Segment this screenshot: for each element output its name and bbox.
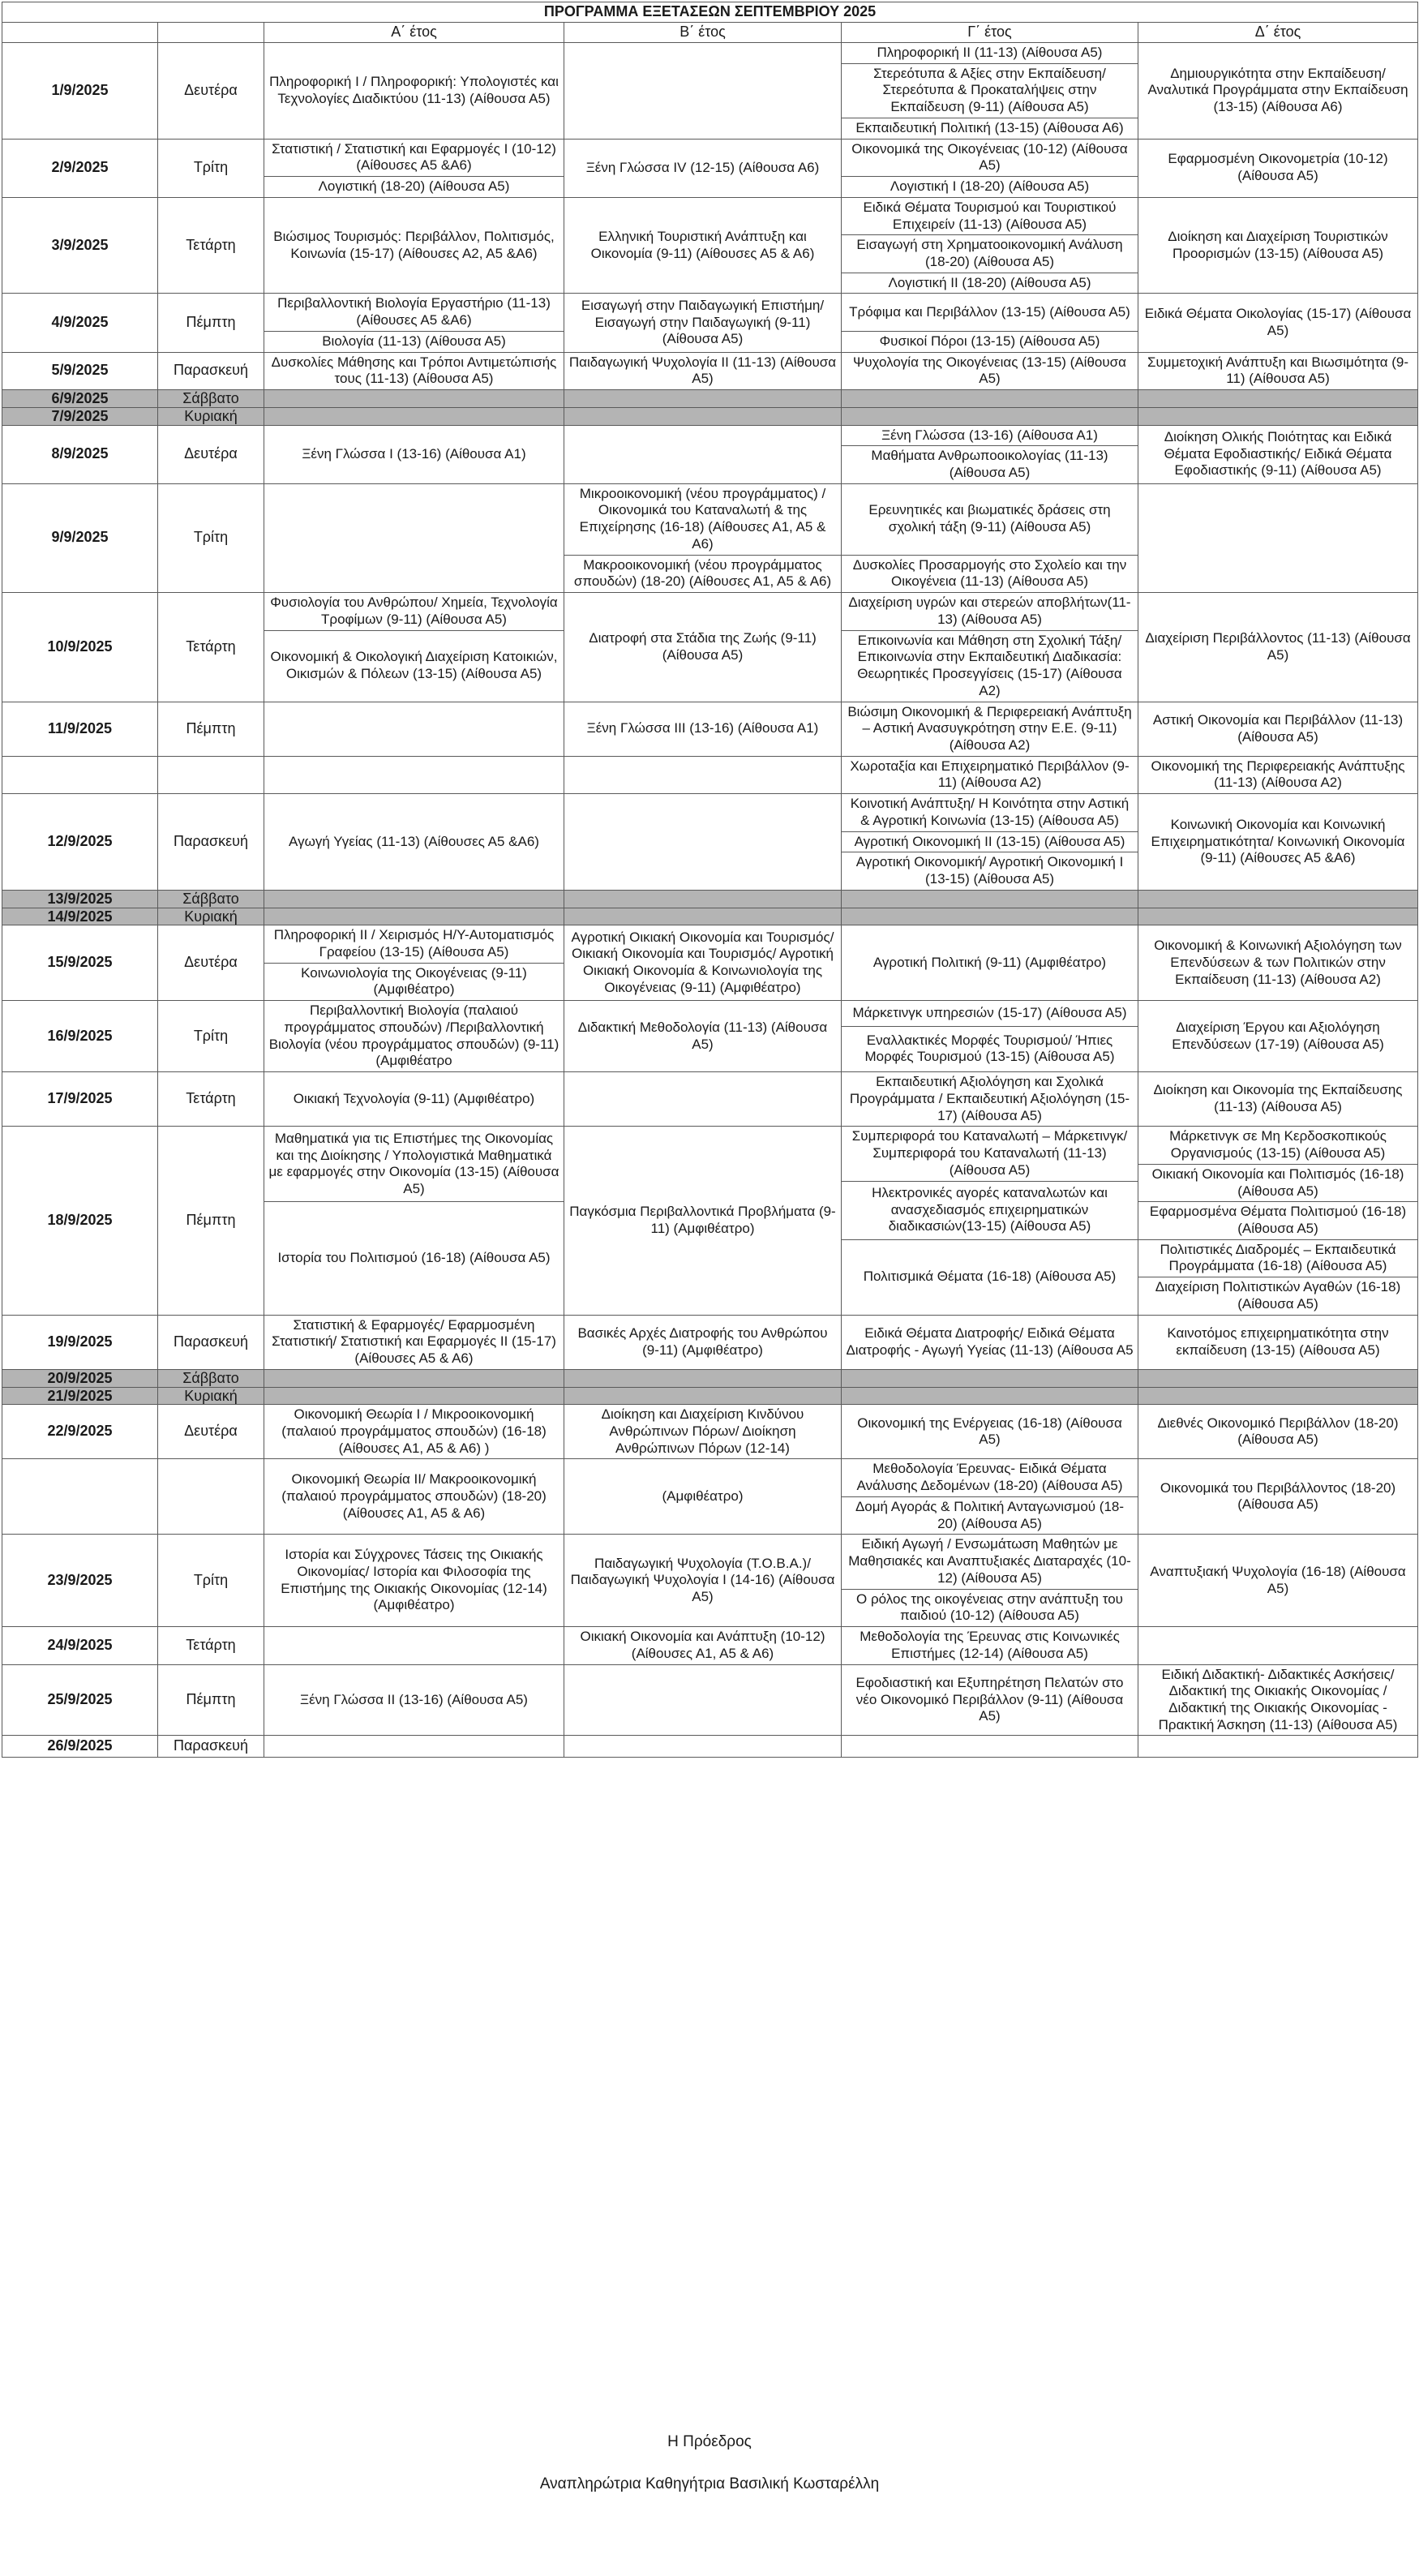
course-cell-year-d: Συμμετοχική Ανάπτυξη και Βιωσιμότητα (9-11) (Αίθουσα Α5) [1138, 352, 1418, 389]
empty-cell [564, 908, 842, 925]
empty-cell [1138, 1369, 1418, 1387]
footer-role: Η Πρόεδρος [667, 2433, 752, 2450]
exam-schedule-table [2, 2, 1418, 1758]
date-cell: 8/9/2025 [2, 425, 158, 483]
header-year-b: Β΄ έτος [564, 22, 842, 42]
course-cell-year-b [564, 425, 842, 483]
course-cell-year-d: Εφαρμοσμένα Θέματα Πολιτισμού (16-18) (Αίθουσα Α5) [1138, 1202, 1418, 1239]
course-cell-year-a: Ιστορία του Πολιτισμού (16-18) (Αίθουσα Α5) [264, 1202, 564, 1315]
weekend-row [2, 890, 1418, 908]
date-cell: 9/9/2025 [2, 483, 158, 592]
empty-cell [264, 390, 564, 408]
course-cell-year-c: Ο ρόλος της οικογένειας στην ανάπτυξη του παιδιού (10-12) (Αίθουσα Α5) [842, 1589, 1138, 1626]
course-cell-year-c: Ηλεκτρονικές αγορές καταναλωτών και ανασχεδιασμός επιχειρηματικών διαδικασιών(13-15) (Αίθουσα Α5) [842, 1181, 1138, 1239]
exam-day-row [2, 1736, 1418, 1758]
date-cell: 16/9/2025 [2, 1001, 158, 1072]
empty-cell [842, 390, 1138, 408]
course-cell-year-d: Εφαρμοσμένη Οικονομετρία (10-12) (Αίθουσα Α5) [1138, 139, 1418, 197]
day-cell: Κυριακή [158, 407, 264, 425]
course-cell-year-a: Πληροφορική ΙΙ / Χειρισμός Η/Υ-Αυτοματισμός Γραφείου (13-15) (Αίθουσα Α5) [264, 925, 564, 963]
exam-day-row [2, 1405, 1418, 1459]
course-cell-year-c: Δυσκολίες Προσαρμογής στο Σχολείο και την Οικογένεια (11-13) (Αίθουσα Α5) [842, 555, 1138, 592]
day-cell: Δευτέρα [158, 42, 264, 139]
date-cell: 4/9/2025 [2, 294, 158, 352]
day-cell: Τρίτη [158, 139, 264, 197]
course-cell-year-b: Εισαγωγή στην Παιδαγωγική Επιστήμη/ Εισαγωγή στην Παιδαγωγική (9-11) (Αίθουσα Α5) [564, 294, 842, 352]
course-cell-year-b: Οικιακή Οικονομία και Ανάπτυξη (10-12) (Αίθουσες Α1, Α5 & Α6) [564, 1627, 842, 1664]
empty-cell [842, 407, 1138, 425]
empty-cell [564, 390, 842, 408]
course-cell-year-d: Καινοτόμος επιχειρηματικότητα στην εκπαίδευση (13-15) (Αίθουσα Α5) [1138, 1315, 1418, 1369]
exam-day-row [2, 139, 1418, 176]
course-cell-year-c: Οικονομικά της Οικογένειας (10-12) (Αίθουσα Α5) [842, 139, 1138, 176]
course-cell-year-d: Οικονομική της Περιφερειακής Ανάπτυξης (11-13) (Αίθουσα Α2) [1138, 756, 1418, 793]
day-cell: Σάββατο [158, 390, 264, 408]
course-cell-year-a: Πληροφορική Ι / Πληροφορική: Υπολογιστές και Τεχνολογίες Διαδικτύου (11-13) (Αίθουσα Α5) [264, 42, 564, 139]
course-cell-year-c: Εφοδιαστική και Εξυπηρέτηση Πελατών στο νέο Οικονομικό Περιβάλλον (9-11) (Αίθουσα Α5) [842, 1664, 1138, 1736]
date-cell: 19/9/2025 [2, 1315, 158, 1369]
date-cell: 1/9/2025 [2, 42, 158, 139]
course-cell-year-a: Δυσκολίες Μάθησης και Τρόποι Αντιμετώπισής τους (11-13) (Αίθουσα Α5) [264, 352, 564, 389]
course-cell-year-b: Μακροοικονομική (νέου προγράμματος σπουδών) (18-20) (Αίθουσες Α1, Α5 & Α6) [564, 555, 842, 592]
course-cell-year-c: Λογιστική ΙΙ (18-20) (Αίθουσα Α5) [842, 273, 1138, 294]
course-cell-year-c: Στερεότυπα & Αξίες στην Εκπαίδευση/ Στερεότυπα & Προκαταλήψεις στην Εκπαίδευση (9-11) (Αίθουσα Α5) [842, 63, 1138, 118]
course-cell-year-c: Εκπαιδευτική Πολιτική (13-15) (Αίθουσα Α6) [842, 118, 1138, 139]
course-cell-year-c: Ειδική Αγωγή / Ενσωμάτωση Μαθητών με Μαθησιακές και Αναπτυξιακές Διαταραχές (10-12) (Αίθουσα Α5) [842, 1535, 1138, 1589]
course-cell-year-c: Μεθοδολογία της Έρευνας στις Κοινωνικές Επιστήμες (12-14) (Αίθουσα Α5) [842, 1627, 1138, 1664]
course-cell-year-d: Διαχείριση Περιβάλλοντος (11-13) (Αίθουσα Α5) [1138, 593, 1418, 702]
date-cell: 23/9/2025 [2, 1535, 158, 1627]
course-cell-year-d: Πολιτιστικές Διαδρομές – Εκπαιδευτικά Προγράμματα (16-18) (Αίθουσα Α5) [1138, 1239, 1418, 1277]
exam-day-row [2, 794, 1418, 831]
course-cell-year-a: Βιολογία (11-13) (Αίθουσα Α5) [264, 331, 564, 352]
date-cell: 3/9/2025 [2, 197, 158, 294]
day-cell [158, 756, 264, 793]
exam-day-row [2, 352, 1418, 389]
course-cell-year-c: Ειδικά Θέματα Τουρισμού και Τουριστικού Επιχειρείν (11-13) (Αίθουσα Α5) [842, 197, 1138, 234]
day-cell: Πέμπτη [158, 1664, 264, 1736]
day-cell: Τρίτη [158, 1535, 264, 1627]
exam-day-row [2, 925, 1418, 963]
course-cell-year-c: Αγροτική Οικονομική/ Αγροτική Οικονομική Ι (13-15) (Αίθουσα Α5) [842, 852, 1138, 890]
course-cell-year-d: Διοίκηση Ολικής Ποιότητας και Ειδικά Θέματα Εφοδιαστικής/ Ειδικά Θέματα Εφοδιαστικής (9-11) (Αίθουσα Α5) [1138, 425, 1418, 483]
course-cell-year-b: Αγροτική Οικιακή Οικονομία και Τουρισμός/ Οικιακή Οικονομία και Τουρισμός/ Αγροτική Οικιακή Οικονομία & Κοινωνιολογία της Οικογένειας (9-11) (Αμφιθέατρο) [564, 925, 842, 1001]
exam-day-row [2, 1072, 1418, 1127]
empty-cell [264, 407, 564, 425]
day-cell [158, 1459, 264, 1535]
exam-day-row [2, 197, 1418, 234]
exam-day-row [2, 1627, 1418, 1664]
date-cell: 11/9/2025 [2, 702, 158, 756]
day-cell: Πέμπτη [158, 702, 264, 756]
day-cell: Τρίτη [158, 483, 264, 592]
course-cell-year-a [264, 483, 564, 592]
empty-cell [264, 1387, 564, 1405]
date-cell: 22/9/2025 [2, 1405, 158, 1459]
weekend-row [2, 1387, 1418, 1405]
day-cell: Πέμπτη [158, 294, 264, 352]
course-cell-year-c: Φυσικοί Πόροι (13-15) (Αίθουσα Α5) [842, 331, 1138, 352]
empty-cell [264, 890, 564, 908]
course-cell-year-a: Λογιστική (18-20) (Αίθουσα Α5) [264, 177, 564, 198]
empty-cell [564, 1369, 842, 1387]
course-cell-year-a [264, 1627, 564, 1664]
course-cell-year-a: Περιβαλλοντική Βιολογία Εργαστήριο (11-13) (Αίθουσες Α5 &Α6) [264, 294, 564, 331]
date-cell: 26/9/2025 [2, 1736, 158, 1758]
exam-day-row [2, 702, 1418, 756]
course-cell-year-c: Ερευνητικές και βιωματικές δράσεις στη σχολική τάξη (9-11) (Αίθουσα Α5) [842, 483, 1138, 555]
course-cell-year-a: Φυσιολογία του Ανθρώπου/ Χημεία, Τεχνολογία Τροφίμων (9-11) (Αίθουσα Α5) [264, 593, 564, 630]
course-cell-year-b [564, 1736, 842, 1758]
day-cell: Παρασκευή [158, 794, 264, 891]
course-cell-year-b: Παιδαγωγική Ψυχολογία (Τ.Ο.Β.Α.)/ Παιδαγωγική Ψυχολογία Ι (14-16) (Αίθουσα Α5) [564, 1535, 842, 1627]
course-cell-year-a: Στατιστική & Εφαρμογές/ Εφαρμοσμένη Στατιστική/ Στατιστική και Εφαρμογές ΙΙ (15-17) (Αίθουσες Α5 & Α6) [264, 1315, 564, 1369]
course-cell-year-d [1138, 1736, 1418, 1758]
course-cell-year-a: Μαθηματικά για τις Επιστήμες της Οικονομίας και της Διοίκησης / Υπολογιστικά Μαθηματικά με εφαρμογές στην Οικονομία (13-15) (Αίθουσα Α5) [264, 1127, 564, 1202]
day-cell: Δευτέρα [158, 925, 264, 1001]
exam-day-row [2, 42, 1418, 63]
course-cell-year-c: Αγροτική Πολιτική (9-11) (Αμφιθέατρο) [842, 925, 1138, 1001]
date-cell: 18/9/2025 [2, 1127, 158, 1315]
course-cell-year-c: Αγροτική Οικονομική ΙΙ (13-15) (Αίθουσα Α5) [842, 831, 1138, 852]
course-cell-year-b: Διατροφή στα Στάδια της Ζωής (9-11) (Αίθουσα Α5) [564, 593, 842, 702]
weekend-row [2, 407, 1418, 425]
course-cell-year-b [564, 1072, 842, 1127]
course-cell-year-c: Βιώσιμη Οικονομική & Περιφερειακή Ανάπτυξη – Αστική Ανασυγκρότηση στην Ε.Ε. (9-11) (Αίθουσα Α2) [842, 702, 1138, 756]
course-cell-year-b: (Αμφιθέατρο) [564, 1459, 842, 1535]
course-cell-year-a: Οικιακή Τεχνολογία (9-11) (Αμφιθέατρο) [264, 1072, 564, 1127]
empty-cell [1138, 390, 1418, 408]
course-cell-year-a [264, 702, 564, 756]
exam-day-row [2, 294, 1418, 331]
course-cell-year-d: Οικονομικά του Περιβάλλοντος (18-20) (Αίθουσα Α5) [1138, 1459, 1418, 1535]
date-cell: 25/9/2025 [2, 1664, 158, 1736]
course-cell-year-a [264, 756, 564, 793]
header-year-c: Γ΄ έτος [842, 22, 1138, 42]
course-cell-year-d [1138, 1627, 1418, 1664]
course-cell-year-b [564, 42, 842, 139]
day-cell: Παρασκευή [158, 1315, 264, 1369]
date-cell: 24/9/2025 [2, 1627, 158, 1664]
course-cell-year-c: Πολιτισμικά Θέματα (16-18) (Αίθουσα Α5) [842, 1239, 1138, 1315]
empty-cell [564, 407, 842, 425]
date-cell: 14/9/2025 [2, 908, 158, 925]
header-row [2, 22, 1418, 42]
course-cell-year-d: Κοινωνική Οικονομία και Κοινωνική Επιχειρηματικότητα/ Κοινωνική Οικονομία (9-11) (Αίθουσες Α5 &Α6) [1138, 794, 1418, 891]
course-cell-year-c: Λογιστική Ι (18-20) (Αίθουσα Α5) [842, 177, 1138, 198]
exam-day-row [2, 1315, 1418, 1369]
date-cell [2, 756, 158, 793]
course-cell-year-c: Τρόφιμα και Περιβάλλον (13-15) (Αίθουσα Α5) [842, 294, 1138, 331]
date-cell: 2/9/2025 [2, 139, 158, 197]
date-cell: 20/9/2025 [2, 1369, 158, 1387]
course-cell-year-a: Ξένη Γλώσσα Ι (13-16) (Αίθουσα Α1) [264, 425, 564, 483]
day-cell: Τετάρτη [158, 1627, 264, 1664]
course-cell-year-c: Μάρκετινγκ υπηρεσιών (15-17) (Αίθουσα Α5) [842, 1001, 1138, 1026]
course-cell-year-b [564, 756, 842, 793]
course-cell-year-c: Εναλλακτικές Μορφές Τουρισμού/ Ήπιες Μορφές Τουρισμού (13-15) (Αίθουσα Α5) [842, 1026, 1138, 1072]
day-cell: Κυριακή [158, 908, 264, 925]
header-date [2, 22, 158, 42]
course-cell-year-d: Μάρκετινγκ σε Μη Κερδοσκοπικούς Οργανισμούς (13-15) (Αίθουσα Α5) [1138, 1127, 1418, 1164]
day-cell: Παρασκευή [158, 352, 264, 389]
course-cell-year-d: Δημιουργικότητα στην Εκπαίδευση/ Αναλυτικά Προγράμματα στην Εκπαίδευση (13-15) (Αίθουσα Α6) [1138, 42, 1418, 139]
course-cell-year-a: Οικονομική Θεωρία Ι / Μικροοικονομική (παλαιού προγράμματος σπουδών) (16-18) (Αίθουσες Α1, Α5 & Α6) ) [264, 1405, 564, 1459]
empty-cell [842, 890, 1138, 908]
date-cell: 21/9/2025 [2, 1387, 158, 1405]
day-cell: Τρίτη [158, 1001, 264, 1072]
course-cell-year-d: Διεθνές Οικονομικό Περιβάλλον (18-20) (Αίθουσα Α5) [1138, 1405, 1418, 1459]
weekend-row [2, 908, 1418, 925]
exam-day-row [2, 1535, 1418, 1589]
course-cell-year-c: Οικονομική της Ενέργειας (16-18) (Αίθουσα Α5) [842, 1405, 1138, 1459]
footer-signature: Αναπληρώτρια Καθηγήτρια Βασιλική Κωσταρέλλη [539, 2475, 880, 2492]
weekend-row [2, 1369, 1418, 1387]
course-cell-year-c: Επικοινωνία και Μάθηση στη Σχολική Τάξη/ Επικοινωνία στην Εκπαιδευτική Διαδικασία: Θεωρητικές Προσεγγίσεις (15-17) (Αίθουσα Α2) [842, 630, 1138, 702]
header-year-a: Α΄ έτος [264, 22, 564, 42]
weekend-row [2, 390, 1418, 408]
course-cell-year-b: Ξένη Γλώσσα IV (12-15) (Αίθουσα Α6) [564, 139, 842, 197]
day-cell: Σάββατο [158, 890, 264, 908]
course-cell-year-c: Ειδικά Θέματα Διατροφής/ Ειδικά Θέματα Διατροφής - Αγωγή Υγείας (11-13) (Αίθουσα Α5 [842, 1315, 1138, 1369]
empty-cell [564, 890, 842, 908]
day-cell: Δευτέρα [158, 425, 264, 483]
course-cell-year-d: Οικιακή Οικονομία και Πολιτισμός (16-18) (Αίθουσα Α5) [1138, 1164, 1418, 1201]
course-cell-year-c [842, 1736, 1138, 1758]
course-cell-year-a: Οικονομική Θεωρία ΙΙ/ Μακροοικονομική (παλαιού προγράμματος σπουδών) (18-20) (Αίθουσες Α1, Α5 & Α6) [264, 1459, 564, 1535]
course-cell-year-b: Ελληνική Τουριστική Ανάπτυξη και Οικονομία (9-11) (Αίθουσες Α5 & Α6) [564, 197, 842, 294]
date-cell: 7/9/2025 [2, 407, 158, 425]
course-cell-year-b: Διδακτική Μεθοδολογία (11-13) (Αίθουσα Α5) [564, 1001, 842, 1072]
course-cell-year-d: Διοίκηση και Οικονομία της Εκπαίδευσης (11-13) (Αίθουσα Α5) [1138, 1072, 1418, 1127]
course-cell-year-c: Διαχείριση υγρών και στερεών αποβλήτων(11-13) (Αίθουσα Α5) [842, 593, 1138, 630]
day-cell: Δευτέρα [158, 1405, 264, 1459]
course-cell-year-b: Παιδαγωγική Ψυχολογία ΙΙ (11-13) (Αίθουσα Α5) [564, 352, 842, 389]
course-cell-year-a: Κοινωνιολογία της Οικογένειας (9-11) (Αμφιθέατρο) [264, 963, 564, 1000]
date-cell: 10/9/2025 [2, 593, 158, 702]
course-cell-year-a: Βιώσιμος Τουρισμός: Περιβάλλον, Πολιτισμός, Κοινωνία (15-17) (Αίθουσες Α2, Α5 &Α6) [264, 197, 564, 294]
date-cell [2, 1459, 158, 1535]
course-cell-year-c: Χωροταξία και Επιχειρηματικό Περιβάλλον (9-11) (Αίθουσα Α2) [842, 756, 1138, 793]
header-year-d: Δ΄ έτος [1138, 22, 1418, 42]
course-cell-year-b [564, 1664, 842, 1736]
day-cell: Πέμπτη [158, 1127, 264, 1315]
course-cell-year-d: Αστική Οικονομία και Περιβάλλον (11-13) (Αίθουσα Α5) [1138, 702, 1418, 756]
course-cell-year-a: Οικονομική & Οικολογική Διαχείριση Κατοικιών, Οικισμών & Πόλεων (13-15) (Αίθουσα Α5) [264, 630, 564, 702]
course-cell-year-d: Διοίκηση και Διαχείριση Τουριστικών Προορισμών (13-15) (Αίθουσα Α5) [1138, 197, 1418, 294]
empty-cell [264, 1369, 564, 1387]
day-cell: Παρασκευή [158, 1736, 264, 1758]
date-cell: 17/9/2025 [2, 1072, 158, 1127]
course-cell-year-b: Παγκόσμια Περιβαλλοντικά Προβλήματα (9-11) (Αμφιθέατρο) [564, 1127, 842, 1315]
course-cell-year-c: Εκπαιδευτική Αξιολόγηση και Σχολικά Προγράμματα / Εκπαιδευτική Αξιολόγηση (15-17) (Αίθουσα Α5) [842, 1072, 1138, 1127]
day-cell: Τετάρτη [158, 593, 264, 702]
exam-day-row [2, 1001, 1418, 1026]
course-cell-year-c: Συμπεριφορά του Καταναλωτή – Μάρκετινγκ/ Συμπεριφορά του Καταναλωτή (11-13) (Αίθουσα Α5) [842, 1127, 1138, 1181]
course-cell-year-a: Περιβαλλοντική Βιολογία (παλαιού προγράμματος σπουδών) /Περιβαλλοντική Βιολογία (νέου προγράμματος σπουδών) (9-11) (Αμφιθέατρο [264, 1001, 564, 1072]
course-cell-year-c: Κοινοτική Ανάπτυξη/ Η Κοινότητα στην Αστική & Αγροτική Κοινωνία (13-15) (Αίθουσα Α5) [842, 794, 1138, 831]
exam-day-row [2, 756, 1418, 793]
day-cell: Σάββατο [158, 1369, 264, 1387]
empty-cell [1138, 890, 1418, 908]
course-cell-year-a: Αγωγή Υγείας (11-13) (Αίθουσες Α5 &Α6) [264, 794, 564, 891]
course-cell-year-c: Μεθοδολογία Έρευνας- Ειδικά Θέματα Ανάλυσης Δεδομένων (18-20) (Αίθουσα Α5) [842, 1459, 1138, 1496]
course-cell-year-a: Στατιστική / Στατιστική και Εφαρμογές Ι (10-12) (Αίθουσες Α5 &Α6) [264, 139, 564, 176]
course-cell-year-a: Ξένη Γλώσσα ΙΙ (13-16) (Αίθουσα Α5) [264, 1664, 564, 1736]
exam-day-row [2, 1664, 1418, 1736]
course-cell-year-d: Διαχείριση Πολιτιστικών Αγαθών (16-18) (Αίθουσα Α5) [1138, 1277, 1418, 1315]
course-cell-year-b [564, 794, 842, 891]
day-cell: Κυριακή [158, 1387, 264, 1405]
empty-cell [1138, 908, 1418, 925]
course-cell-year-d: Διαχείριση Έργου και Αξιολόγηση Επενδύσεων (17-19) (Αίθουσα Α5) [1138, 1001, 1418, 1072]
title-row [2, 2, 1418, 23]
course-cell-year-a [264, 1736, 564, 1758]
course-cell-year-c: Πληροφορική ΙΙ (11-13) (Αίθουσα Α5) [842, 42, 1138, 63]
schedule-title: ΠΡΟΓΡΑΜΜΑ ΕΞΕΤΑΣΕΩΝ ΣΕΠΤΕΜΒΡΙΟΥ 2025 [2, 2, 1418, 23]
date-cell: 5/9/2025 [2, 352, 158, 389]
exam-day-row [2, 483, 1418, 555]
course-cell-year-c: Εισαγωγή στη Χρηματοοικονομική Ανάλυση (18-20) (Αίθουσα Α5) [842, 235, 1138, 273]
course-cell-year-c: Μαθήματα Ανθρωποοικολογίας (11-13) (Αίθουσα Α5) [842, 446, 1138, 483]
empty-cell [842, 908, 1138, 925]
course-cell-year-b: Ξένη Γλώσσα ΙΙΙ (13-16) (Αίθουσα Α1) [564, 702, 842, 756]
course-cell-year-c: Ξένη Γλώσσα (13-16) (Αίθουσα Α1) [842, 425, 1138, 446]
course-cell-year-c: Δομή Αγοράς & Πολιτική Ανταγωνισμού (18-20) (Αίθουσα Α5) [842, 1496, 1138, 1534]
header-day [158, 22, 264, 42]
empty-cell [1138, 1387, 1418, 1405]
empty-cell [842, 1369, 1138, 1387]
course-cell-year-b: Βασικές Αρχές Διατροφής του Ανθρώπου (9-11) (Αμφιθέατρο) [564, 1315, 842, 1369]
exam-day-row [2, 1459, 1418, 1496]
course-cell-year-d: Ειδικά Θέματα Οικολογίας (15-17) (Αίθουσα Α5) [1138, 294, 1418, 352]
date-cell: 6/9/2025 [2, 390, 158, 408]
day-cell: Τετάρτη [158, 197, 264, 294]
course-cell-year-b: Διοίκηση και Διαχείριση Κινδύνου Ανθρώπινων Πόρων/ Διοίκηση Ανθρώπινων Πόρων (12-14) [564, 1405, 842, 1459]
date-cell: 12/9/2025 [2, 794, 158, 891]
exam-day-row [2, 593, 1418, 630]
course-cell-year-d: Οικονομική & Κοινωνική Αξιολόγηση των Επενδύσεων & των Πολιτικών στην Εκπαίδευση (11-13) (Αίθουσα Α2) [1138, 925, 1418, 1001]
empty-cell [564, 1387, 842, 1405]
empty-cell [842, 1387, 1138, 1405]
empty-cell [264, 908, 564, 925]
date-cell: 15/9/2025 [2, 925, 158, 1001]
day-cell: Τετάρτη [158, 1072, 264, 1127]
course-cell-year-c: Ψυχολογία της Οικογένειας (13-15) (Αίθουσα Α5) [842, 352, 1138, 389]
course-cell-year-a: Ιστορία και Σύγχρονες Τάσεις της Οικιακής Οικονομίας/ Ιστορία και Φιλοσοφία της Επιστήμης της Οικιακής Οικονομίας (12-14) (Αμφιθέατρο) [264, 1535, 564, 1627]
course-cell-year-b: Μικροοικονομική (νέου προγράμματος) / Οικονομικά του Καταναλωτή & της Επιχείρησης (16-18) (Αίθουσες Α1, Α5 & Α6) [564, 483, 842, 555]
course-cell-year-d: Αναπτυξιακή Ψυχολογία (16-18) (Αίθουσα Α5) [1138, 1535, 1418, 1627]
date-cell: 13/9/2025 [2, 890, 158, 908]
course-cell-year-d [1138, 483, 1418, 592]
exam-day-row [2, 425, 1418, 446]
empty-cell [1138, 407, 1418, 425]
course-cell-year-d: Ειδική Διδακτική- Διδακτικές Ασκήσεις/ Διδακτική της Οικιακής Οικονομίας / Διδακτική της Οικιακής Οικονομίας - Πρακτική Άσκηση (11-13) (Αίθουσα Α5) [1138, 1664, 1418, 1736]
